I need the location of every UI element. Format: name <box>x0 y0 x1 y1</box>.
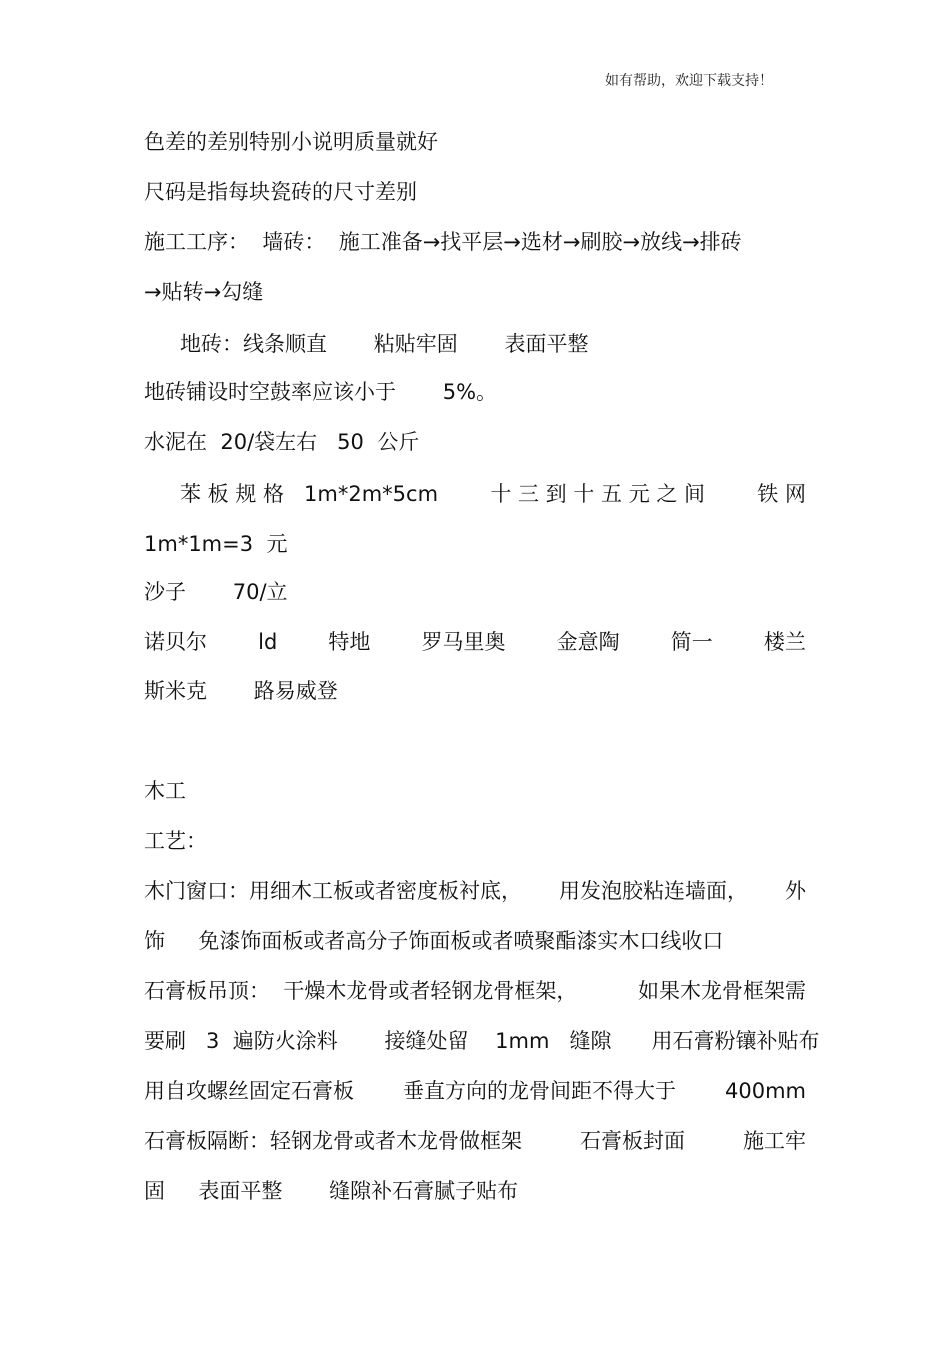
text-line: 斯米克 路易威登 <box>144 679 338 703</box>
text-line: →贴转→勾缝 <box>144 280 264 304</box>
brand-name: 特地 <box>328 630 371 654</box>
text-line: 地砖：线条顺直 粘贴牢固 表面平整 <box>180 332 589 356</box>
text-line: 固 表面平整 缝隙补石膏腻子贴布 <box>144 1179 519 1203</box>
text-line: 施工工序： 墙砖： 施工准备→找平层→选材→刷胶→放线→排砖 <box>144 230 742 254</box>
text-segment: 用发泡胶粘连墙面， <box>559 879 748 903</box>
text-segment: 用自攻螺丝固定石膏板 <box>144 1079 354 1103</box>
brand-name: ld <box>258 630 278 654</box>
brand-name: 金意陶 <box>556 630 620 654</box>
brand-name: 楼兰 <box>763 630 806 654</box>
text-segment: 苯 板 规 格 1m*2m*5cm <box>180 482 439 506</box>
header-note: 如有帮助，欢迎下载支持！ <box>605 73 773 89</box>
text-line-spread <box>144 977 806 1005</box>
brand-name: 简一 <box>670 630 713 654</box>
text-line-spread <box>144 877 806 905</box>
text-segment: 石膏板吊顶： 干燥木龙骨或者轻钢龙骨框架， <box>144 979 578 1003</box>
text-line: 饰 免漆饰面板或者高分子饰面板或者喷聚酯漆实木口线收口 <box>144 929 724 953</box>
brand-name: 罗马里奥 <box>421 630 506 654</box>
text-line: 色差的差别特别小说明质量就好 <box>144 130 438 154</box>
text-segment: 施工牢 <box>743 1129 806 1153</box>
text-segment: 400mm <box>725 1079 806 1103</box>
text-segment: 木门窗口：用细木工板或者密度板衬底， <box>144 879 522 903</box>
text-line: 要刷 3 遍防火涂料 接缝处留 1mm 缝隙 用石膏粉镶补贴布 <box>144 1029 820 1053</box>
text-line: 尺码是指每块瓷砖的尺寸差别 <box>144 180 417 204</box>
text-segment: 石膏板隔断：轻钢龙骨或者木龙骨做框架 <box>144 1129 522 1153</box>
text-line: 沙子 70/立 <box>144 580 288 604</box>
text-line: 工艺： <box>144 829 207 853</box>
text-line: 地砖铺设时空鼓率应该小于 5%。 <box>144 380 498 404</box>
text-line-spread <box>144 628 806 656</box>
text-line-spread <box>180 480 806 508</box>
text-line-spread <box>144 1127 806 1155</box>
text-line: 1m*1m=3 元 <box>144 532 288 556</box>
text-line-spread <box>144 1077 806 1105</box>
text-segment: 垂直方向的龙骨间距不得大于 <box>403 1079 676 1103</box>
text-segment: 石膏板封面 <box>580 1129 685 1153</box>
text-line: 水泥在 20/袋左右 50 公斤 <box>144 430 420 454</box>
text-segment: 铁 网 <box>757 482 806 506</box>
text-segment: 十 三 到 十 五 元 之 间 <box>490 482 706 506</box>
text-segment: 外 <box>785 879 806 903</box>
brand-name: 诺贝尔 <box>144 630 207 654</box>
text-segment: 如果木龙骨框架需 <box>638 979 806 1003</box>
section-heading: 木工 <box>144 779 186 803</box>
